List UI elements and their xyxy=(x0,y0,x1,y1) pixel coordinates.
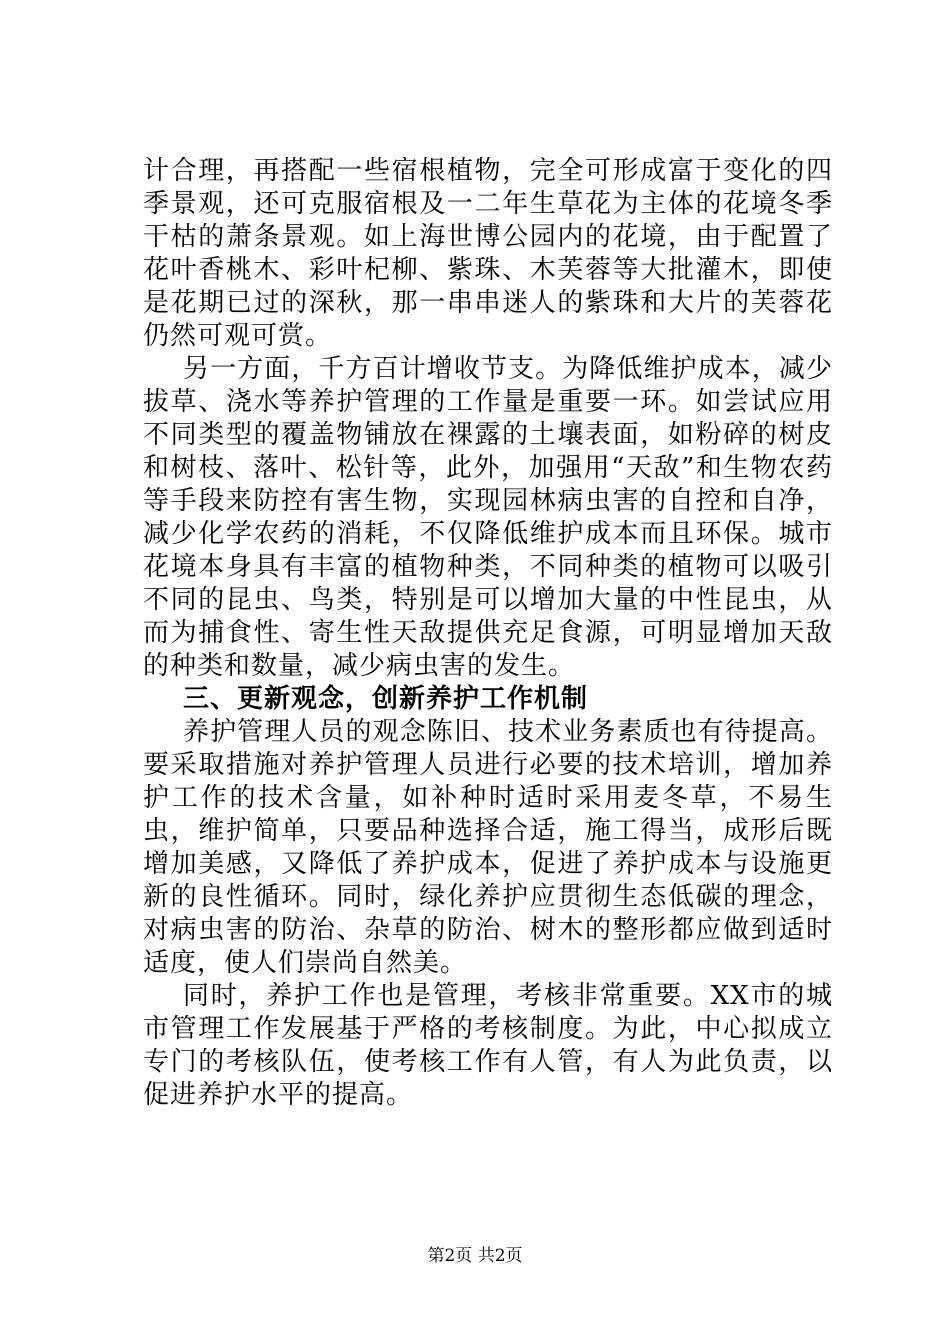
body-paragraph-assessment: 同时，养护工作也是管理，考核非常重要。XX市的城市管理工作发展基于严格的考核制度。为此，中心拟成立专门的考核队伍，使考核工作有人管，有人为此负责，以促进养护水平的提高。 xyxy=(143,981,833,1110)
page-number-footer: 第2页 共2页 xyxy=(427,1246,523,1266)
section-heading-three: 三、更新观念，创新养护工作机制 xyxy=(183,684,589,714)
body-paragraph-cost-reduction: 另一方面，千方百计增收节支。为降低维护成本，减少拔草、浇水等养护管理的工作量是重要一环。如尝试应用不同类型的覆盖物铺放在裸露的土壤表面，如粉碎的树皮和树枝、落叶、松针等，此外，加强用“天敌”和生物农药等手段来防控有害生物，实现园林病虫害的自控和自净，减少化学农药的消耗，不仅降低维护成本而且环保。城市花境本身具有丰富的植物种类，不同种类的植物可以吸引不同的昆虫、鸟类，特别是可以增加大量的中性昆虫，从而为捕食性、寄生性天敌提供充足食源，可明显增加天敌的种类和数量，减少病虫害的发生。 xyxy=(143,354,833,681)
body-paragraph-continuation: 计合理，再搭配一些宿根植物，完全可形成富于变化的四季景观，还可克服宿根及一二年生草花为主体的花境冬季干枯的萧条景观。如上海世博公园内的花境，由于配置了花叶香桃木、彩叶杞柳、紫珠、木芙蓉等大批灌木，即使是花期已过的深秋，那一串串迷人的紫珠和大片的芙蓉花仍然可观可赏。 xyxy=(143,156,833,351)
document-body xyxy=(143,155,833,1112)
body-paragraph-training: 养护管理人员的观念陈旧、技术业务素质也有待提高。要采取措施对养护管理人员进行必要的技术培训，增加养护工作的技术含量，如补种时适时采用麦冬草，不易生虫，维护简单，只要品种选择合适，施工得当，成形后既增加美感，又降低了养护成本，促进了养护成本与设施更新的良性循环。同时，绿化养护应贯彻生态低碳的理念，对病虫害的防治、杂草的防治、树木的整形都应做到适时适度，使人们崇尚自然美。 xyxy=(143,717,833,978)
